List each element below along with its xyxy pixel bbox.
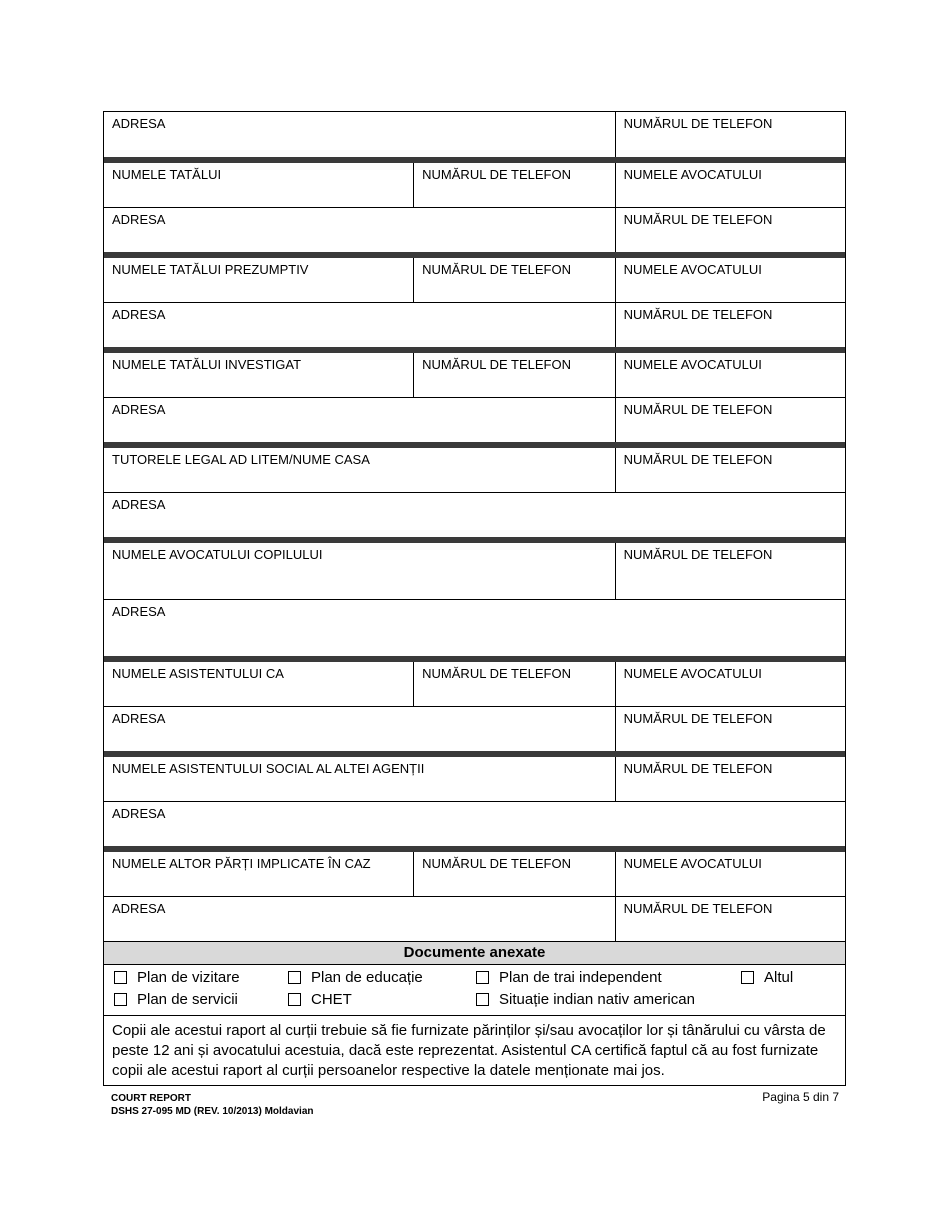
investigated-father-address-field[interactable]: ADRESA: [112, 402, 166, 417]
investigated-father-attorney-field[interactable]: NUMELE AVOCATULUI: [615, 353, 845, 397]
child-attorney-row: [104, 537, 845, 599]
attachments-header: Documente anexate: [104, 941, 845, 964]
form-footer-id: [111, 1092, 314, 1118]
checkbox-box[interactable]: [476, 993, 489, 1006]
ca-worker-address-field[interactable]: ADRESA: [112, 711, 166, 726]
checkbox-box[interactable]: [114, 993, 127, 1006]
checkbox-education-plan[interactable]: Plan de educație: [288, 969, 423, 986]
ca-worker-name-field[interactable]: NUMELE ASISTENTULUI CA: [112, 666, 284, 681]
checkbox-visitation-plan[interactable]: Plan de vizitare: [114, 969, 240, 986]
father-attorney-field[interactable]: NUMELE AVOCATULUI: [615, 163, 845, 207]
ca-worker-attorney-field[interactable]: NUMELE AVOCATULUI: [615, 662, 845, 706]
father-address-row: [104, 207, 845, 252]
address-field[interactable]: ADRESA: [112, 116, 166, 131]
other-parties-attorney-phone-field[interactable]: NUMĂRUL DE TELEFON: [615, 897, 845, 941]
checkbox-box[interactable]: [114, 971, 127, 984]
address-row: [104, 112, 845, 157]
presumed-father-row: [104, 252, 845, 302]
guardian-address-row: [104, 492, 845, 537]
checkbox-box[interactable]: [476, 971, 489, 984]
father-phone-field[interactable]: NUMĂRUL DE TELEFON: [413, 163, 614, 207]
attachments-checklist: [104, 964, 845, 1015]
checkbox-native-american-status[interactable]: Situație indian nativ american: [476, 991, 695, 1008]
court-report-form: [103, 111, 846, 1086]
presumed-father-phone-field[interactable]: NUMĂRUL DE TELEFON: [413, 258, 614, 302]
checkbox-box[interactable]: [741, 971, 754, 984]
other-parties-row: [104, 846, 845, 896]
form-title: COURT REPORT: [111, 1093, 191, 1104]
ca-worker-row: [104, 656, 845, 706]
other-agency-worker-row: [104, 751, 845, 801]
other-parties-address-row: [104, 896, 845, 941]
form-number: DSHS 27-095 MD (REV. 10/2013) Moldavian: [111, 1106, 314, 1117]
checkbox-box[interactable]: [288, 993, 301, 1006]
ca-worker-phone-field[interactable]: NUMĂRUL DE TELEFON: [413, 662, 614, 706]
father-row: [104, 157, 845, 207]
investigated-father-name-field[interactable]: NUMELE TATĂLUI INVESTIGAT: [112, 357, 302, 372]
investigated-father-row: [104, 347, 845, 397]
investigated-father-attorney-phone-field[interactable]: NUMĂRUL DE TELEFON: [615, 398, 845, 442]
child-attorney-phone-field[interactable]: NUMĂRUL DE TELEFON: [615, 543, 845, 599]
father-attorney-phone-field[interactable]: NUMĂRUL DE TELEFON: [615, 208, 845, 252]
other-agency-worker-name-field[interactable]: NUMELE ASISTENTULUI SOCIAL AL ALTEI AGENȚII: [112, 761, 425, 776]
checkbox-service-plan[interactable]: Plan de servicii: [114, 991, 238, 1008]
checkbox-box[interactable]: [288, 971, 301, 984]
guardian-phone-field[interactable]: NUMĂRUL DE TELEFON: [615, 448, 845, 492]
investigated-father-phone-field[interactable]: NUMĂRUL DE TELEFON: [413, 353, 614, 397]
checkbox-other[interactable]: Altul: [741, 969, 793, 986]
child-attorney-address-field[interactable]: ADRESA: [112, 604, 166, 619]
presumed-father-attorney-phone-field[interactable]: NUMĂRUL DE TELEFON: [615, 303, 845, 347]
guardian-row: [104, 442, 845, 492]
other-agency-worker-address-row: [104, 801, 845, 846]
phone-field[interactable]: NUMĂRUL DE TELEFON: [615, 112, 845, 157]
other-agency-worker-address-field[interactable]: ADRESA: [112, 806, 166, 821]
page-number: Pagina 5 din 7: [762, 1090, 839, 1104]
child-attorney-address-row: [104, 599, 845, 656]
other-parties-attorney-field[interactable]: NUMELE AVOCATULUI: [615, 852, 845, 896]
father-address-field[interactable]: ADRESA: [112, 212, 166, 227]
other-parties-address-field[interactable]: ADRESA: [112, 901, 166, 916]
ca-worker-attorney-phone-field[interactable]: NUMĂRUL DE TELEFON: [615, 707, 845, 751]
checkbox-independent-living-plan[interactable]: Plan de trai independent: [476, 969, 662, 986]
father-name-field[interactable]: NUMELE TATĂLUI: [112, 167, 222, 182]
investigated-father-address-row: [104, 397, 845, 442]
other-parties-name-field[interactable]: NUMELE ALTOR PĂRȚI IMPLICATE ÎN CAZ: [112, 856, 371, 871]
presumed-father-name-field[interactable]: NUMELE TATĂLUI PREZUMPTIV: [112, 262, 309, 277]
presumed-father-address-row: [104, 302, 845, 347]
other-parties-phone-field[interactable]: NUMĂRUL DE TELEFON: [413, 852, 614, 896]
checkbox-chet[interactable]: CHET: [288, 991, 352, 1008]
presumed-father-address-field[interactable]: ADRESA: [112, 307, 166, 322]
guardian-address-field[interactable]: ADRESA: [112, 497, 166, 512]
guardian-name-field[interactable]: TUTORELE LEGAL AD LITEM/NUME CASA: [112, 452, 370, 467]
presumed-father-attorney-field[interactable]: NUMELE AVOCATULUI: [615, 258, 845, 302]
other-agency-worker-phone-field[interactable]: NUMĂRUL DE TELEFON: [615, 757, 845, 801]
child-attorney-name-field[interactable]: NUMELE AVOCATULUI COPILULUI: [112, 547, 323, 562]
ca-worker-address-row: [104, 706, 845, 751]
distribution-note: Copii ale acestui raport al curții trebuie să fie furnizate părinților și/sau avocaților lor și tânărului cu vârsta de peste 12 ani și avocatului acestuia, dacă este reprezentat. Asistentul CA certifică faptul că au fost furnizate copii ale acestui raport al curții persoanelor respective la datele menționate mai jos.: [104, 1015, 845, 1085]
